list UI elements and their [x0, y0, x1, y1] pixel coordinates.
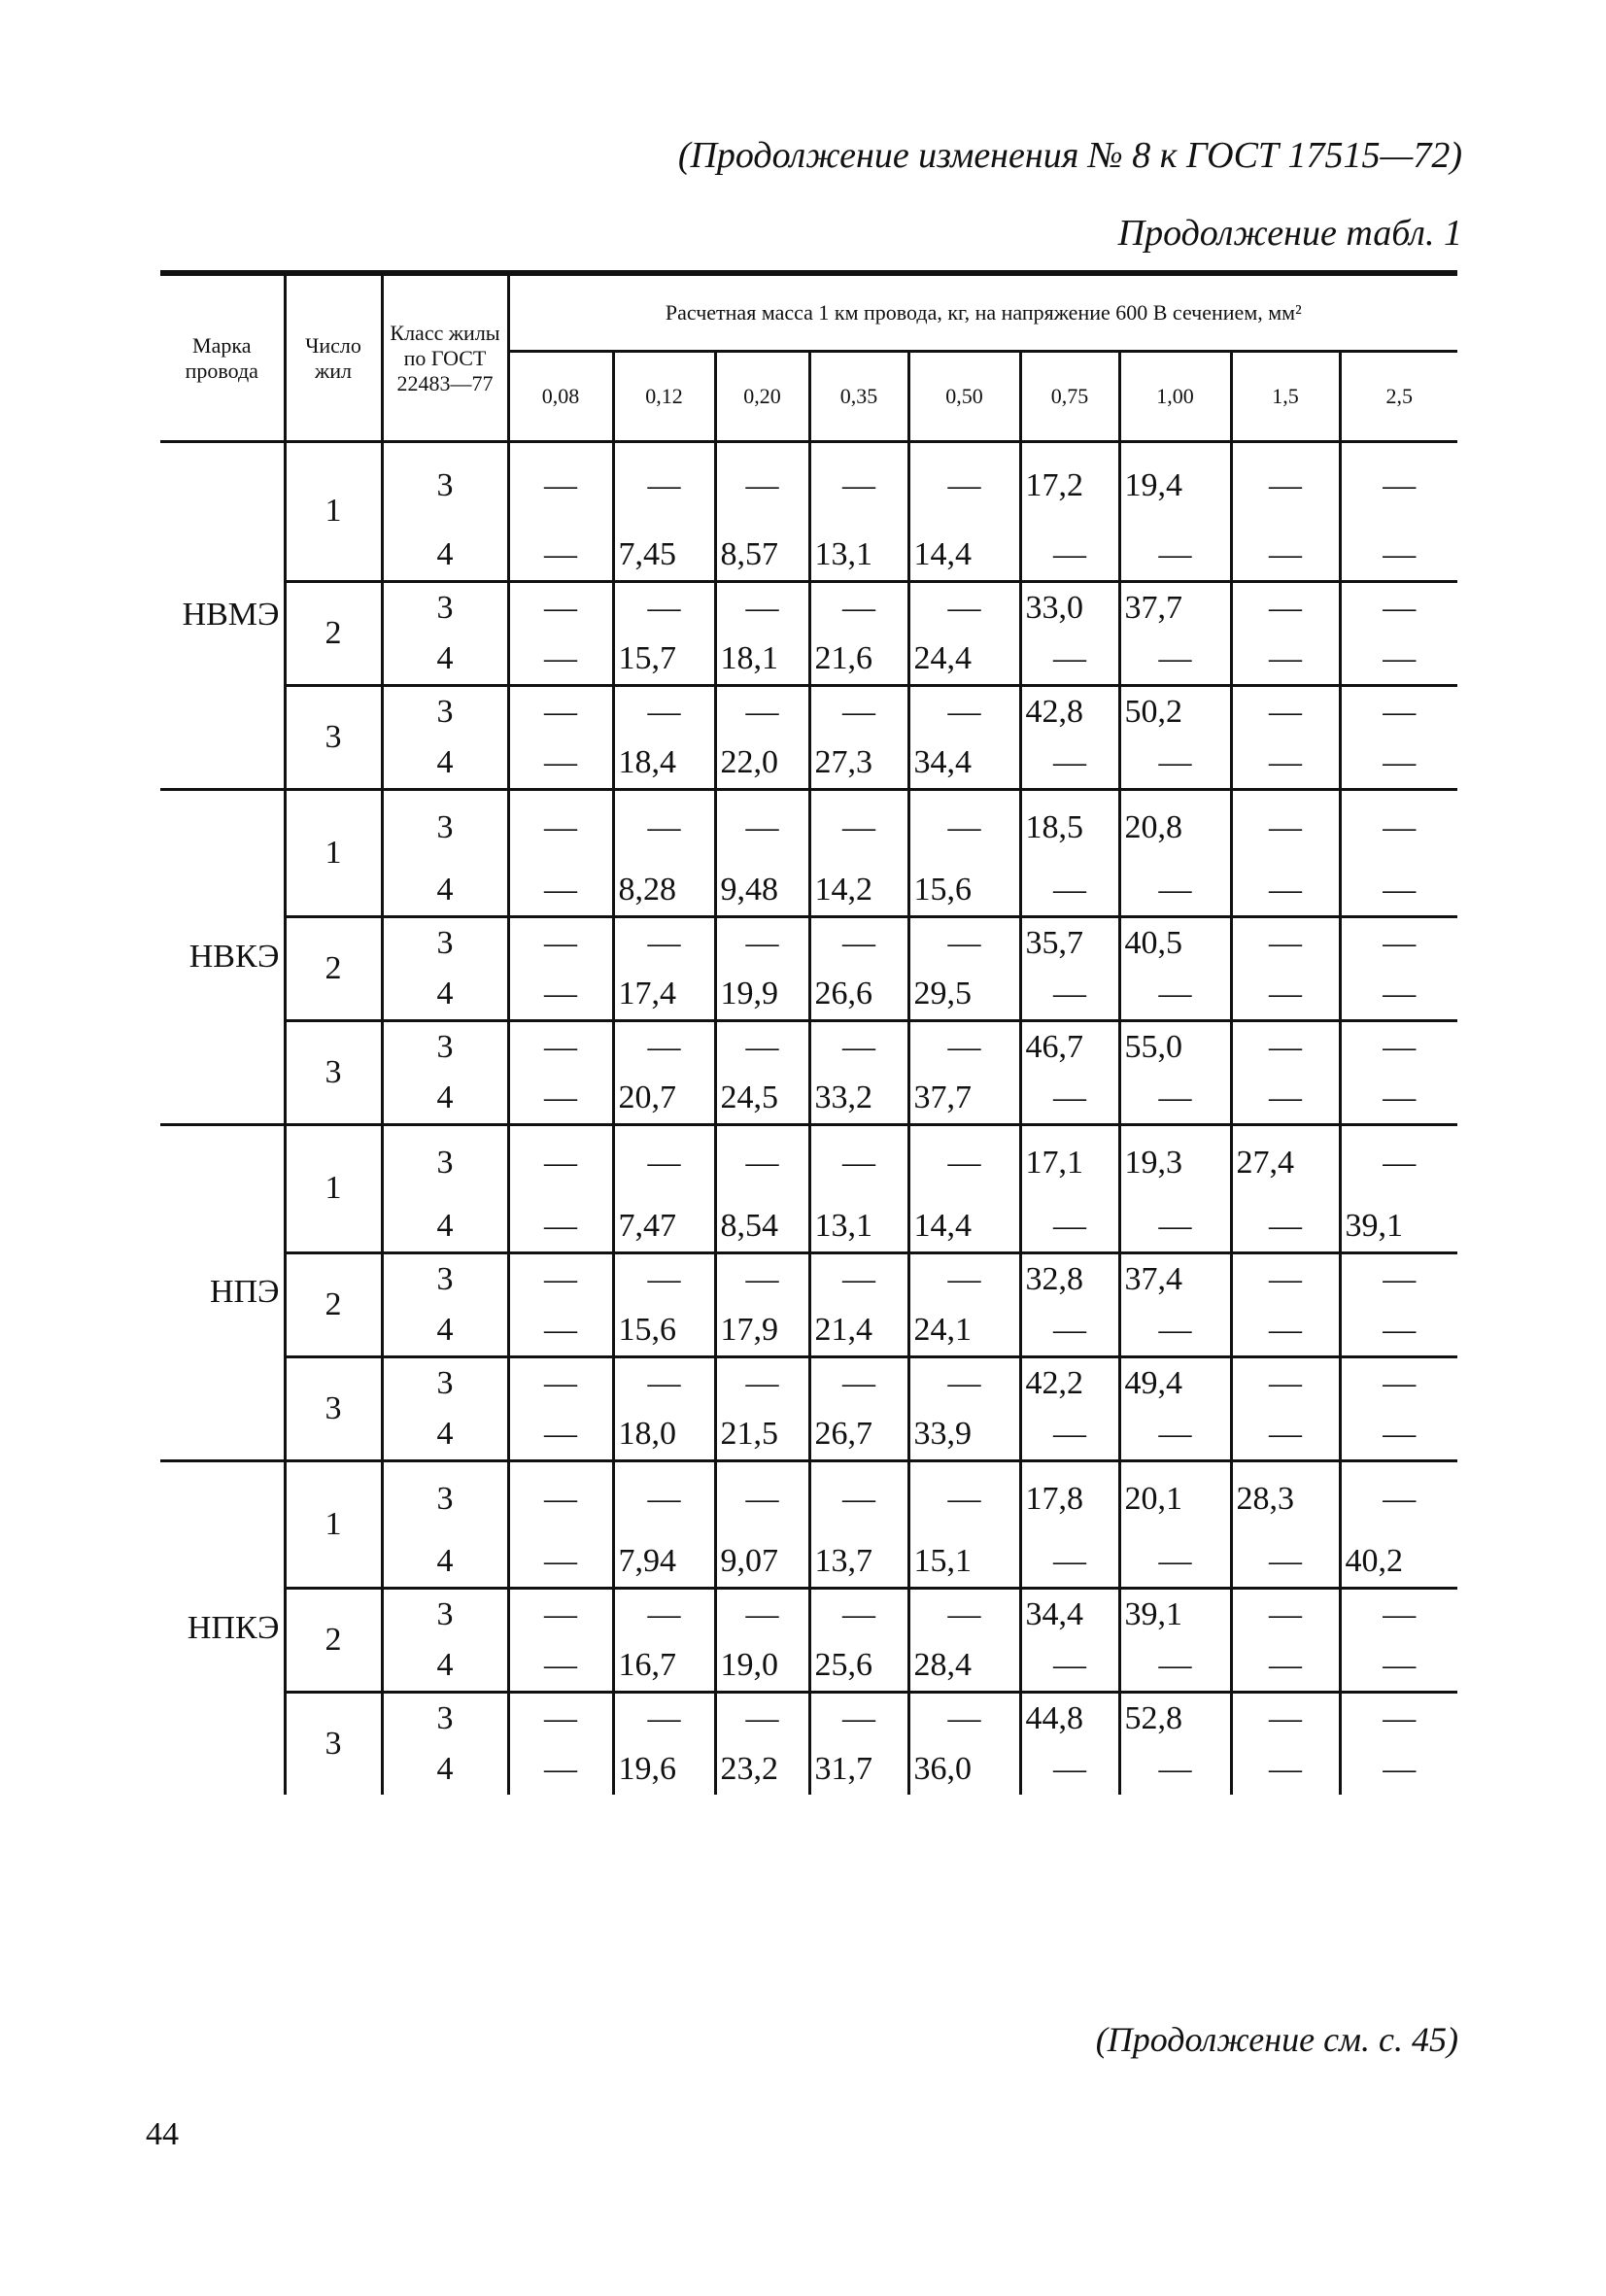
value-cell: 9,07	[715, 1536, 809, 1589]
value-cell: —	[1020, 1073, 1119, 1125]
value-cell: —	[1383, 1751, 1417, 1787]
table-row	[160, 581, 1457, 634]
value-cell: —	[508, 1409, 613, 1461]
value-cell: 37,7	[908, 1073, 1020, 1125]
value-cell: —	[1020, 1409, 1119, 1461]
value-cell: —	[1231, 1021, 1340, 1074]
value-cell: 13,1	[809, 530, 908, 582]
value-cell: —	[1020, 1640, 1119, 1693]
value-cell: —	[508, 1252, 613, 1305]
table-body	[160, 442, 1457, 1796]
value-cell: 46,7	[1020, 1021, 1119, 1074]
value-cell: 16,7	[613, 1640, 715, 1693]
value-cell: —	[1020, 1201, 1119, 1253]
value-cell: —	[809, 685, 908, 737]
value-cell: —	[508, 737, 613, 790]
value-cell: —	[1340, 634, 1457, 686]
value-cell: —	[715, 1125, 809, 1201]
value-cell: 37,4	[1119, 1252, 1231, 1305]
class-cell: 3	[382, 1693, 508, 1745]
value-cell: —	[1383, 808, 1417, 845]
value-cell: —	[1020, 737, 1119, 790]
section-header: 0,20	[715, 352, 809, 442]
value-cell: —	[1383, 1700, 1417, 1736]
class-cell: 4	[382, 1409, 508, 1461]
value-cell: 33,2	[809, 1073, 908, 1125]
value-cell: —	[715, 789, 809, 865]
value-cell: 27,4	[1231, 1125, 1340, 1201]
value-cell: —	[1340, 1305, 1457, 1357]
value-cell: —	[1383, 1260, 1417, 1297]
value-cell: 39,1	[1340, 1201, 1457, 1253]
value-cell: —	[1231, 1073, 1340, 1125]
value-cell: 34,4	[1020, 1589, 1119, 1641]
wire-mass-table	[160, 270, 1457, 1795]
table-row	[160, 917, 1457, 970]
table-row	[160, 1021, 1457, 1074]
value-cell: —	[508, 1073, 613, 1125]
value-cell: —	[1340, 1640, 1457, 1693]
class-cell: 3	[382, 581, 508, 634]
value-cell: —	[715, 1021, 809, 1074]
table-row	[160, 789, 1457, 865]
value-cell: —	[908, 789, 1020, 865]
value-cell: —	[1231, 917, 1340, 970]
value-cell: —	[809, 581, 908, 634]
value-cell: —	[613, 1589, 715, 1641]
table-head	[160, 273, 1457, 442]
value-cell: 8,28	[613, 865, 715, 917]
value-cell: —	[613, 1693, 715, 1745]
document-header: (Продолжение изменения № 8 к ГОСТ 17515—72)	[677, 135, 1462, 176]
value-cell: 23,2	[715, 1744, 809, 1795]
value-cell: 33,0	[1020, 581, 1119, 634]
page-number: 44	[146, 2116, 179, 2152]
value-cell: —	[1231, 530, 1340, 582]
value-cell: 25,6	[809, 1640, 908, 1693]
table-row	[160, 442, 1457, 530]
section-header: 1,00	[1119, 352, 1231, 442]
class-cell: 3	[382, 685, 508, 737]
value-cell: 15,6	[908, 865, 1020, 917]
brand-cell: НВМЭ	[160, 442, 285, 790]
value-cell: —	[1119, 1536, 1231, 1589]
value-cell: —	[508, 1201, 613, 1253]
value-cell: 18,1	[715, 634, 809, 686]
value-cell: —	[613, 917, 715, 970]
value-cell: 32,8	[1020, 1252, 1119, 1305]
value-cell: —	[809, 1589, 908, 1641]
section-header: 2,5	[1385, 384, 1414, 408]
value-cell: 22,0	[715, 737, 809, 790]
value-cell: 20,1	[1119, 1460, 1231, 1536]
class-cell: 4	[382, 530, 508, 582]
value-cell: 24,1	[908, 1305, 1020, 1357]
value-cell: —	[508, 789, 613, 865]
class-cell: 3	[382, 1460, 508, 1536]
value-cell: —	[1231, 1744, 1340, 1795]
value-cell: 17,9	[715, 1305, 809, 1357]
cores-cell: 2	[285, 581, 382, 685]
value-cell: —	[1383, 1364, 1417, 1401]
value-cell: —	[613, 442, 715, 530]
value-cell: —	[1020, 1305, 1119, 1357]
header-mass: Расчетная масса 1 км провода, кг, на напряжение 600 В сечением, мм²	[508, 273, 1457, 352]
value-cell: —	[908, 917, 1020, 970]
value-cell: —	[508, 1744, 613, 1795]
value-cell: —	[1231, 865, 1340, 917]
value-cell: 17,8	[1020, 1460, 1119, 1536]
value-cell: —	[1231, 685, 1340, 737]
value-cell: —	[908, 1252, 1020, 1305]
value-cell: —	[508, 1460, 613, 1536]
value-cell: 26,6	[809, 969, 908, 1021]
value-cell: —	[1231, 1640, 1340, 1693]
value-cell: —	[508, 917, 613, 970]
brand-cell: НПКЭ	[160, 1460, 285, 1795]
value-cell: —	[1231, 1252, 1340, 1305]
value-cell: 26,7	[809, 1409, 908, 1461]
value-cell: 19,4	[1119, 442, 1231, 530]
value-cell: 17,1	[1020, 1125, 1119, 1201]
value-cell: 9,48	[715, 865, 809, 917]
table-row	[160, 685, 1457, 737]
value-cell: 7,45	[613, 530, 715, 582]
cores-cell: 2	[285, 917, 382, 1021]
value-cell: —	[908, 442, 1020, 530]
value-cell: —	[809, 1021, 908, 1074]
value-cell: —	[1231, 442, 1340, 530]
cores-cell: 2	[285, 1589, 382, 1693]
value-cell: —	[715, 685, 809, 737]
value-cell: —	[908, 1125, 1020, 1201]
value-cell: 34,4	[908, 737, 1020, 790]
value-cell: —	[715, 581, 809, 634]
value-cell: 55,0	[1119, 1021, 1231, 1074]
class-cell: 4	[382, 1073, 508, 1125]
class-cell: 4	[382, 1536, 508, 1589]
value-cell: 14,4	[908, 530, 1020, 582]
value-cell: —	[908, 1356, 1020, 1409]
cores-cell: 1	[285, 789, 382, 917]
cores-cell: 3	[285, 1021, 382, 1125]
class-cell: 3	[382, 442, 508, 530]
value-cell: 19,0	[715, 1640, 809, 1693]
value-cell: —	[809, 1460, 908, 1536]
value-cell: —	[1020, 865, 1119, 917]
value-cell: —	[715, 1356, 809, 1409]
cores-cell: 1	[285, 442, 382, 582]
cores-cell: 1	[285, 1460, 382, 1589]
table-row	[160, 1356, 1457, 1409]
value-cell: 37,7	[1119, 581, 1231, 634]
value-cell: —	[1119, 1201, 1231, 1253]
class-cell: 3	[382, 1125, 508, 1201]
value-cell: —	[1340, 1409, 1457, 1461]
value-cell: —	[908, 1693, 1020, 1745]
value-cell: —	[1020, 530, 1119, 582]
value-cell: —	[508, 969, 613, 1021]
value-cell: —	[1119, 865, 1231, 917]
value-cell: —	[1231, 789, 1340, 865]
class-cell: 4	[382, 865, 508, 917]
value-cell: —	[508, 1693, 613, 1745]
value-cell: 42,8	[1020, 685, 1119, 737]
value-cell: —	[908, 1589, 1020, 1641]
value-cell: —	[1231, 634, 1340, 686]
value-cell: —	[1231, 1409, 1340, 1461]
value-cell: 33,9	[908, 1409, 1020, 1461]
value-cell: —	[715, 1252, 809, 1305]
table-row	[160, 1693, 1457, 1745]
value-cell: —	[1340, 737, 1457, 790]
value-cell: 7,47	[613, 1201, 715, 1253]
value-cell: —	[715, 442, 809, 530]
value-cell: —	[1119, 737, 1231, 790]
value-cell: —	[1383, 1029, 1417, 1065]
class-cell: 3	[382, 1021, 508, 1074]
value-cell: —	[613, 1021, 715, 1074]
value-cell: —	[1231, 1693, 1340, 1745]
value-cell: —	[1119, 1305, 1231, 1357]
table-continuation-label: Продолжение табл. 1	[1117, 213, 1462, 254]
header-brand: Марка провода	[160, 273, 285, 442]
value-cell: —	[1383, 1480, 1417, 1517]
value-cell: —	[1383, 589, 1417, 626]
class-cell: 3	[382, 1252, 508, 1305]
value-cell: —	[508, 1021, 613, 1074]
header-cores: Число жил	[285, 273, 382, 442]
value-cell: 21,5	[715, 1409, 809, 1461]
value-cell: —	[1383, 467, 1417, 504]
value-cell: —	[809, 917, 908, 970]
value-cell: 31,7	[809, 1744, 908, 1795]
value-cell: —	[1119, 1640, 1231, 1693]
value-cell: —	[1119, 969, 1231, 1021]
value-cell: —	[613, 581, 715, 634]
value-cell: —	[809, 1356, 908, 1409]
section-header: 1,5	[1231, 352, 1340, 442]
value-cell: —	[809, 789, 908, 865]
value-cell: —	[908, 1021, 1020, 1074]
value-cell: 14,4	[908, 1201, 1020, 1253]
value-cell: 36,0	[908, 1744, 1020, 1795]
value-cell: 17,2	[1020, 442, 1119, 530]
value-cell: 40,2	[1340, 1536, 1457, 1589]
value-cell: —	[1383, 925, 1417, 961]
value-cell: 19,6	[613, 1744, 715, 1795]
value-cell: 18,4	[613, 737, 715, 790]
value-cell: —	[1340, 1073, 1457, 1125]
value-cell: —	[508, 442, 613, 530]
class-cell: 4	[382, 634, 508, 686]
value-cell: 29,5	[908, 969, 1020, 1021]
value-cell: —	[1231, 737, 1340, 790]
value-cell: 20,7	[613, 1073, 715, 1125]
value-cell: —	[809, 1125, 908, 1201]
value-cell: —	[1231, 1536, 1340, 1589]
value-cell: —	[613, 1356, 715, 1409]
value-cell: —	[508, 865, 613, 917]
class-cell: 3	[382, 789, 508, 865]
cores-cell: 3	[285, 685, 382, 789]
cores-cell: 3	[285, 1356, 382, 1460]
value-cell: —	[809, 442, 908, 530]
class-cell: 3	[382, 1589, 508, 1641]
value-cell: 19,9	[715, 969, 809, 1021]
value-cell: —	[508, 685, 613, 737]
value-cell: 24,4	[908, 634, 1020, 686]
value-cell: —	[613, 1125, 715, 1201]
value-cell: —	[1119, 1409, 1231, 1461]
value-cell: 44,8	[1020, 1693, 1119, 1745]
value-cell: —	[1383, 1145, 1417, 1182]
value-cell: 18,0	[613, 1409, 715, 1461]
class-cell: 4	[382, 1744, 508, 1795]
value-cell: 42,2	[1020, 1356, 1119, 1409]
value-cell: —	[715, 1589, 809, 1641]
value-cell: —	[508, 530, 613, 582]
value-cell: —	[613, 1252, 715, 1305]
class-cell: 4	[382, 1201, 508, 1253]
value-cell: —	[908, 1460, 1020, 1536]
value-cell: 8,54	[715, 1201, 809, 1253]
value-cell: —	[1119, 1073, 1231, 1125]
continuation-note: (Продолжение см. с. 45)	[1095, 2020, 1458, 2059]
value-cell: 35,7	[1020, 917, 1119, 970]
class-cell: 4	[382, 1640, 508, 1693]
value-cell: 28,3	[1231, 1460, 1340, 1536]
value-cell: 13,1	[809, 1201, 908, 1253]
value-cell: —	[715, 1693, 809, 1745]
value-cell: 15,6	[613, 1305, 715, 1357]
value-cell: —	[1383, 1596, 1417, 1632]
value-cell: 21,4	[809, 1305, 908, 1357]
section-header: 0,35	[809, 352, 908, 442]
value-cell: —	[1383, 693, 1417, 730]
brand-cell: НПЭ	[160, 1125, 285, 1461]
value-cell: 7,94	[613, 1536, 715, 1589]
section-header: 0,50	[908, 352, 1020, 442]
value-cell: 13,7	[809, 1536, 908, 1589]
value-cell: 17,4	[613, 969, 715, 1021]
value-cell: —	[715, 917, 809, 970]
class-cell: 4	[382, 737, 508, 790]
value-cell: —	[1020, 634, 1119, 686]
value-cell: —	[1020, 1744, 1119, 1795]
value-cell: 15,7	[613, 634, 715, 686]
table-row	[160, 1589, 1457, 1641]
value-cell: —	[508, 1305, 613, 1357]
table-row	[160, 1460, 1457, 1536]
value-cell: —	[1119, 634, 1231, 686]
value-cell: —	[613, 789, 715, 865]
value-cell: —	[1231, 1305, 1340, 1357]
value-cell: 24,5	[715, 1073, 809, 1125]
cores-cell: 2	[285, 1252, 382, 1356]
value-cell: 40,5	[1119, 917, 1231, 970]
value-cell: —	[1020, 969, 1119, 1021]
value-cell: 20,8	[1119, 789, 1231, 865]
value-cell: —	[1119, 1744, 1231, 1795]
value-cell: —	[508, 581, 613, 634]
value-cell: 39,1	[1119, 1589, 1231, 1641]
value-cell: 18,5	[1020, 789, 1119, 865]
value-cell: —	[1020, 1536, 1119, 1589]
class-cell: 3	[382, 1356, 508, 1409]
value-cell: 21,6	[809, 634, 908, 686]
value-cell: —	[508, 1640, 613, 1693]
value-cell: —	[508, 1589, 613, 1641]
brand-cell: НВКЭ	[160, 789, 285, 1125]
table-row	[160, 1125, 1457, 1201]
value-cell: —	[508, 1125, 613, 1201]
value-cell: 15,1	[908, 1536, 1020, 1589]
value-cell: —	[809, 1252, 908, 1305]
cores-cell: 1	[285, 1125, 382, 1253]
section-header: 0,08	[508, 352, 613, 442]
value-cell: 19,3	[1119, 1125, 1231, 1201]
value-cell: —	[1231, 1356, 1340, 1409]
value-cell: 27,3	[809, 737, 908, 790]
value-cell: —	[1340, 530, 1457, 582]
value-cell: —	[613, 685, 715, 737]
value-cell: 14,2	[809, 865, 908, 917]
value-cell: —	[1119, 530, 1231, 582]
value-cell: —	[809, 1693, 908, 1745]
value-cell: —	[1231, 1589, 1340, 1641]
header-class: Класс жилы по ГОСТ 22483—77	[382, 273, 508, 442]
cores-cell: 3	[285, 1693, 382, 1796]
class-cell: 4	[382, 969, 508, 1021]
value-cell: —	[1231, 969, 1340, 1021]
value-cell: —	[1340, 865, 1457, 917]
value-cell: —	[908, 685, 1020, 737]
value-cell: —	[1231, 1201, 1340, 1253]
value-cell: —	[508, 634, 613, 686]
table-row	[160, 1252, 1457, 1305]
value-cell: 52,8	[1119, 1693, 1231, 1745]
value-cell: 28,4	[908, 1640, 1020, 1693]
value-cell: 50,2	[1119, 685, 1231, 737]
section-header: 0,12	[613, 352, 715, 442]
class-cell: 3	[382, 917, 508, 970]
section-header: 0,75	[1020, 352, 1119, 442]
value-cell: —	[1340, 969, 1457, 1021]
value-cell: 8,57	[715, 530, 809, 582]
value-cell: —	[715, 1460, 809, 1536]
value-cell: —	[508, 1356, 613, 1409]
value-cell: 49,4	[1119, 1356, 1231, 1409]
value-cell: —	[613, 1460, 715, 1536]
class-cell: 4	[382, 1305, 508, 1357]
value-cell: —	[1231, 581, 1340, 634]
value-cell: —	[508, 1536, 613, 1589]
value-cell: —	[908, 581, 1020, 634]
